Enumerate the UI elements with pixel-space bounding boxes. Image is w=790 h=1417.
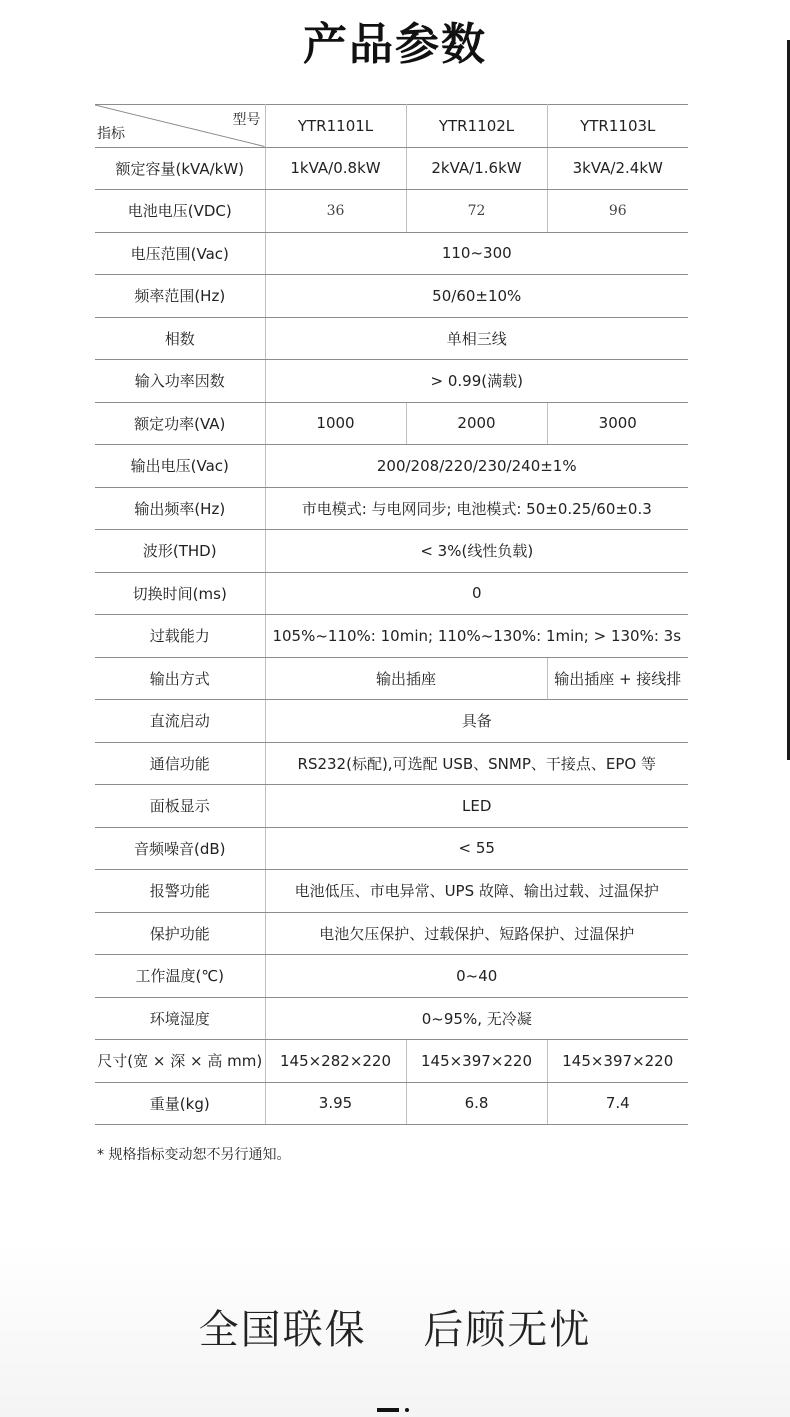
row-label: 额定容量(kVA/kW) <box>95 147 265 190</box>
value-cell: 输出插座 + 接线排 <box>547 657 688 700</box>
value-cell: RS232(标配),可选配 USB、SNMP、干接点、EPO 等 <box>265 742 688 785</box>
table-row <box>95 487 688 530</box>
row-label: 重量(kg) <box>95 1082 265 1125</box>
row-label: 相数 <box>95 317 265 360</box>
value-cell: 单相三线 <box>265 317 688 360</box>
value-cell: 市电模式: 与电网同步; 电池模式: 50±0.25/60±0.3 <box>265 487 688 530</box>
table-row <box>95 1040 688 1083</box>
table-row <box>95 997 688 1040</box>
value-cell: 145×282×220 <box>265 1040 406 1083</box>
value-cell: 1000 <box>265 402 406 445</box>
value-cell: > 0.99(满载) <box>265 360 688 403</box>
value-cell: 72 <box>406 190 547 233</box>
page-title: 产品参数 <box>303 19 487 70</box>
row-label: 额定功率(VA) <box>95 402 265 445</box>
value-cell: 0 <box>265 572 688 615</box>
table-row <box>95 402 688 445</box>
decorative-dash <box>377 1408 399 1412</box>
value-cell: 输出插座 <box>265 657 547 700</box>
corner-label-indicator: 指标 <box>97 125 125 142</box>
table-row <box>95 360 688 403</box>
value-cell: 2000 <box>406 402 547 445</box>
row-label: 波形(THD) <box>95 530 265 573</box>
value-cell: 1kVA/0.8kW <box>265 147 406 190</box>
table-row <box>95 530 688 573</box>
row-label: 输出频率(Hz) <box>95 487 265 530</box>
value-cell: 145×397×220 <box>406 1040 547 1083</box>
decorative-dot <box>405 1408 409 1412</box>
row-label: 通信功能 <box>95 742 265 785</box>
value-cell: 0~95%, 无冷凝 <box>265 997 688 1040</box>
row-label: 频率范围(Hz) <box>95 275 265 318</box>
row-label: 报警功能 <box>95 870 265 913</box>
model-header: YTR1101L <box>265 105 406 148</box>
value-cell: 具备 <box>265 700 688 743</box>
table-row <box>95 317 688 360</box>
value-cell: 200/208/220/230/240±1% <box>265 445 688 488</box>
table-row <box>95 827 688 870</box>
value-cell: 3kVA/2.4kW <box>547 147 688 190</box>
row-label: 直流启动 <box>95 700 265 743</box>
row-label: 电压范围(Vac) <box>95 232 265 275</box>
footnote: * 规格指标变动恕不另行通知。 <box>97 1147 291 1163</box>
slogan <box>0 1298 790 1355</box>
row-label: 环境湿度 <box>95 997 265 1040</box>
value-cell: 145×397×220 <box>547 1040 688 1083</box>
value-cell: 110~300 <box>265 232 688 275</box>
model-header: YTR1103L <box>547 105 688 148</box>
value-cell: 50/60±10% <box>265 275 688 318</box>
table-row <box>95 912 688 955</box>
row-label: 过载能力 <box>95 615 265 658</box>
table-row <box>95 275 688 318</box>
value-cell: 96 <box>547 190 688 233</box>
model-header: YTR1102L <box>406 105 547 148</box>
table-row <box>95 615 688 658</box>
table-row <box>95 572 688 615</box>
table-row <box>95 445 688 488</box>
value-cell: < 3%(线性负载) <box>265 530 688 573</box>
table-row <box>95 700 688 743</box>
corner-cell <box>95 105 265 148</box>
row-label: 电池电压(VDC) <box>95 190 265 233</box>
value-cell: 0~40 <box>265 955 688 998</box>
value-cell: 105%~110%: 10min; 110%~130%: 1min; > 130%: 3s <box>265 615 688 658</box>
value-cell: 6.8 <box>406 1082 547 1125</box>
corner-label-model: 型号 <box>232 112 261 128</box>
value-cell: 电池欠压保护、过载保护、短路保护、过温保护 <box>265 912 688 955</box>
row-label: 输出方式 <box>95 657 265 700</box>
table-row <box>95 190 688 233</box>
value-cell: 2kVA/1.6kW <box>406 147 547 190</box>
value-cell: 电池低压、市电异常、UPS 故障、输出过载、过温保护 <box>265 870 688 913</box>
table-row <box>95 955 688 998</box>
spec-table <box>95 104 688 1125</box>
value-cell: 3000 <box>547 402 688 445</box>
row-label: 尺寸(宽 × 深 × 高 mm) <box>95 1040 265 1083</box>
table-header-row <box>95 105 688 148</box>
value-cell: 7.4 <box>547 1082 688 1125</box>
row-label: 保护功能 <box>95 912 265 955</box>
row-label: 切换时间(ms) <box>95 572 265 615</box>
table-row <box>95 657 688 700</box>
row-label: 工作温度(℃) <box>95 955 265 998</box>
value-cell: < 55 <box>265 827 688 870</box>
row-label: 输出电压(Vac) <box>95 445 265 488</box>
row-label: 音频噪音(dB) <box>95 827 265 870</box>
value-cell: 36 <box>265 190 406 233</box>
table-row <box>95 147 688 190</box>
row-label: 输入功率因数 <box>95 360 265 403</box>
table-row <box>95 1082 688 1125</box>
value-cell: 3.95 <box>265 1082 406 1125</box>
table-row <box>95 785 688 828</box>
table-row <box>95 870 688 913</box>
value-cell: LED <box>265 785 688 828</box>
row-label: 面板显示 <box>95 785 265 828</box>
table-row <box>95 742 688 785</box>
table-row <box>95 232 688 275</box>
slogan-part-1: 全国联保 <box>198 1307 367 1353</box>
slogan-part-2: 后顾无忧 <box>423 1307 592 1353</box>
